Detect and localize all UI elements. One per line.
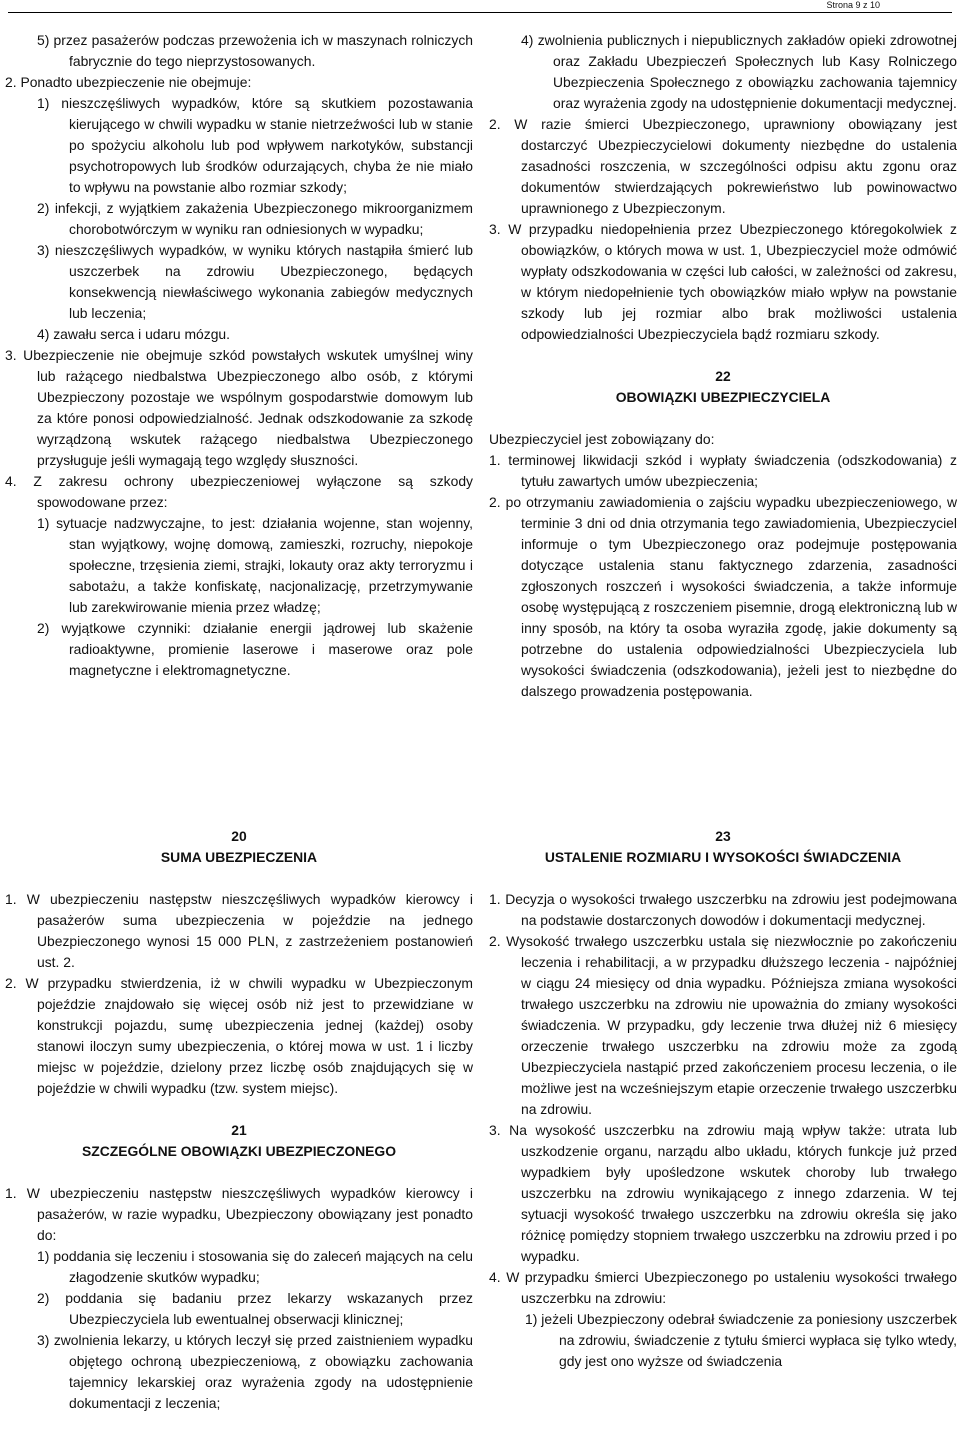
paragraph: 3. Na wysokość uszczerbku na zdrowiu mają wpływ także: utrata lub uszkodzenie organu, narządu albo układu, których funkcje już przed wypadkiem były upośledzone wskutek choroby lub trwałego uszczerbku na zdrowiu wynikającego z innego zdarzenia. W tej sytuacji wysokość trwałego uszczerbku na zdrowiu określa się jako różnicę pomiędzy stopniem trwałego uszczerbku na zdrowiu przed i po wypadku. <box>489 1122 957 1264</box>
paragraph: 2. Ponadto ubezpieczenie nie obejmuje: <box>5 74 252 90</box>
paragraph: 3) zwolnienia lekarzy, u których leczył się przed zaistnieniem wypadku objętego ochroną ubezpieczeniową, z obowiązku zachowania tajemnicy lekarskiej oraz wyrażenia zgody na udostępnienie dokumentacji z leczenia; <box>37 1332 473 1411</box>
top-right-column <box>489 30 957 702</box>
section-20-heading <box>5 826 473 868</box>
paragraph: 2) wyjątkowe czynniki: działanie energii jądrowej lub skażenie radioaktywne, promienie laserowe i maserowe oraz pole magnetyczne i elektromagnetyczne. <box>37 620 473 678</box>
paragraph: 4. W przypadku śmierci Ubezpieczonego po ustaleniu wysokości trwałego uszczerbku na zdrowiu: <box>489 1269 957 1306</box>
section-21-heading <box>5 1120 473 1162</box>
section-22-heading <box>489 366 957 408</box>
paragraph: 2. Wysokość trwałego uszczerbku ustala się niezwłocznie po zakończeniu leczenia i rehabilitacji, a w przypadku dłuższego leczenia - najpóźniej w ciągu 24 miesięcy od dnia wypadku. Późniejsza zmiana wysokości trwałego uszczerbku na zdrowiu nie upoważnia do zmiany wysokości świadczenia. W przypadku, gdy leczenie trwa dłużej niż 6 miesięcy orzeczenie trwałego uszczerbku na zdrowiu może za zgodą Ubezpieczyciela nastąpić przed zakończeniem procesu leczenia, o ile możliwe jest na wcześniejszym etapie orzeczenie trwałego uszczerbku na zdrowiu. <box>489 933 957 1117</box>
header-rule <box>8 12 952 13</box>
section-21-title: SZCZEGÓLNE OBOWIĄZKI UBEZPIECZONEGO <box>81 1143 397 1159</box>
page-number: Strona 9 z 10 <box>826 0 880 10</box>
section-23-number: 23 <box>715 828 731 844</box>
paragraph: 1) sytuacje nadzwyczajne, to jest: działania wojenne, stan wojenny, stan wyjątkowy, wojnę domową, zamieszki, rozruchy, niepokoje społeczne, trzęsienia ziemi, strajki, lokauty oraz akty terroryzmu i sabotażu, a także konfiskatę, nacjonalizację, przetrzymywanie lub zarekwirowanie mienia przez władzę; <box>37 515 473 615</box>
paragraph: 2) poddania się badaniu przez lekarzy wskazanych przez Ubezpieczyciela lub ewentualnej obserwacji klinicznej; <box>37 1290 473 1327</box>
paragraph: 4) zwolnienia publicznych i niepublicznych zakładów opieki zdrowotnej oraz Zakładu Ubezpieczeń Społecznych lub Kasy Rolniczego Ubezpieczenia Społecznego z obowiązku zachowania tajemnicy oraz wyrażenia zgody na udostępnienie dokumentacji medycznej. <box>521 32 957 111</box>
paragraph: 1) jeżeli Ubezpieczony odebrał świadczenie za poniesiony uszczerbek na zdrowiu, świadczenie z tytułu śmierci wypłaca się tylko wtedy, gdy jest ono wyższe od świadczenia <box>525 1311 957 1369</box>
top-left-column <box>5 30 473 681</box>
section-23-title: USTALENIE ROZMIARU I WYSOKOŚCI ŚWIADCZENIA <box>544 849 902 865</box>
paragraph: 2. W przypadku stwierdzenia, iż w chwili wypadku w Ubezpieczonym pojeździe znajdowało się więcej osób niż jest to przewidziane w konstrukcji pojazdu, sumę ubezpieczenia jednej (każdej) osoby stanowi iloczyn sumy ubezpieczenia, o której mowa w ust. 1 i liczby miejsc w pojeździe, dzielony przez liczbę osób znajdujących się w pojeździe w chwili wypadku (tzw. system miejsc). <box>5 975 473 1096</box>
paragraph: 4. Z zakresu ochrony ubezpieczeniowej wyłączone są szkody spowodowane przez: <box>5 473 473 510</box>
paragraph: 1. W ubezpieczeniu następstw nieszczęśliwych wypadków kierowcy i pasażerów suma ubezpieczenia w pojeździe na jednego Ubezpieczonego wynosi 15 000 PLN, z zastrzeżeniem postanowień ust. 2. <box>5 891 473 970</box>
section-22-intro: Ubezpieczyciel jest zobowiązany do: <box>489 431 715 447</box>
paragraph: 3) nieszczęśliwych wypadków, w wyniku których nastąpiła śmierć lub uszczerbek na zdrowiu Ubezpieczonego, będących konsekwencją niewłaściwego wykonania zabiegów medycznych lub leczenia; <box>37 242 473 321</box>
bottom-left-column <box>5 826 473 1414</box>
section-20-title: SUMA UBEZPIECZENIA <box>160 849 318 865</box>
paragraph: 3. W przypadku niedopełnienia przez Ubezpieczonego któregokolwiek z obowiązków, o których mowa w ust. 1, Ubezpieczyciel może odmówić wypłaty odszkodowania w części lub całości, w zależności od zakresu, w którym niedopełnienie tych obowiązków miało wpływ na powstanie szkody lub jej rozmiar albo brak możliwości ustalenia odpowiedzialności Ubezpieczyciela bądź rozmiaru szkody. <box>489 221 957 342</box>
section-22-number: 22 <box>715 368 731 384</box>
paragraph: 3. Ubezpieczenie nie obejmuje szkód powstałych wskutek umyślnej winy lub rażącego niedbalstwa Ubezpieczonego albo osób, z którymi Ubezpieczony pozostaje we wspólnym gospodarstwie domowym lub za które ponosi odpowiedzialność. Jednak odszkodowanie za szkodę wyrządzoną wskutek rażącego niedbalstwa Ubezpieczonego przysługuje jeśli wymagają tego względy słuszności. <box>5 347 473 468</box>
section-23-heading <box>489 826 957 868</box>
paragraph: 5) przez pasażerów podczas przewożenia ich w maszynach rolniczych fabrycznie do tego nieprzystosowanych. <box>37 32 473 69</box>
paragraph: 1) poddania się leczeniu i stosowania się do zaleceń mających na celu złagodzenie skutków wypadku; <box>37 1248 473 1285</box>
paragraph: 1. Decyzja o wysokości trwałego uszczerbku na zdrowiu jest podejmowana na podstawie dostarczonych dowodów i dokumentacji medycznej. <box>489 891 957 928</box>
bottom-right-column <box>489 826 957 1372</box>
section-22-title: OBOWIĄZKI UBEZPIECZYCIELA <box>615 389 831 405</box>
paragraph: 1) nieszczęśliwych wypadków, które są skutkiem pozostawania kierującego w chwili wypadku w stanie nietrzeźwości lub w stanie po spożyciu alkoholu lub pod wpływem narkotyków, substancji psychotropowych lub środków odurzających, chyba że nie miało to wpływu na powstanie albo rozmiar szkody; <box>37 95 473 195</box>
section-20-number: 20 <box>231 828 247 844</box>
paragraph: 2. po otrzymaniu zawiadomienia o zajściu wypadku ubezpieczeniowego, w terminie 3 dni od dnia otrzymania tego zawiadomienia, Ubezpieczyciel informuje o tym Ubezpieczonego oraz podejmuje postępowania dotyczące ustalenia stanu faktycznego zdarzenia, zasadności zgłoszonych roszczeń i wysokości świadczenia, a także informuje osobę występującą z roszczeniem pisemnie, drogą elektroniczną lub w inny sposób, na który ta osoba wyraziła zgodę, jakie dokumenty są potrzebne do ustalenia odpowiedzialności Ubezpieczyciela lub wysokości świadczenia (odszkodowania), jeżeli jest to niezbędne do dalszego prowadzenia postępowania. <box>489 494 957 699</box>
section-21-number: 21 <box>231 1122 247 1138</box>
paragraph: 2. W razie śmierci Ubezpieczonego, uprawniony obowiązany jest dostarczyć Ubezpieczycielowi dokumenty niezbędne do ustalenia zasadności roszczenia, w szczególności odpisu aktu zgonu oraz dokumentów stwierdzających pokrewieństwo lub powinowactwo uprawnionego z Ubezpieczonym. <box>489 116 957 216</box>
paragraph: 2) infekcji, z wyjątkiem zakażenia Ubezpieczonego mikroorganizmem chorobotwórczym w wyniku ran odniesionych w wypadku; <box>37 200 473 237</box>
paragraph: 1. W ubezpieczeniu następstw nieszczęśliwych wypadków kierowcy i pasażerów, w razie wypadku, Ubezpieczony obowiązany jest ponadto do: <box>5 1185 473 1243</box>
paragraph: 1. terminowej likwidacji szkód i wypłaty świadczenia (odszkodowania) z tytułu zawartych umów ubezpieczenia; <box>489 452 957 489</box>
paragraph: 4) zawału serca i udaru mózgu. <box>37 326 231 342</box>
